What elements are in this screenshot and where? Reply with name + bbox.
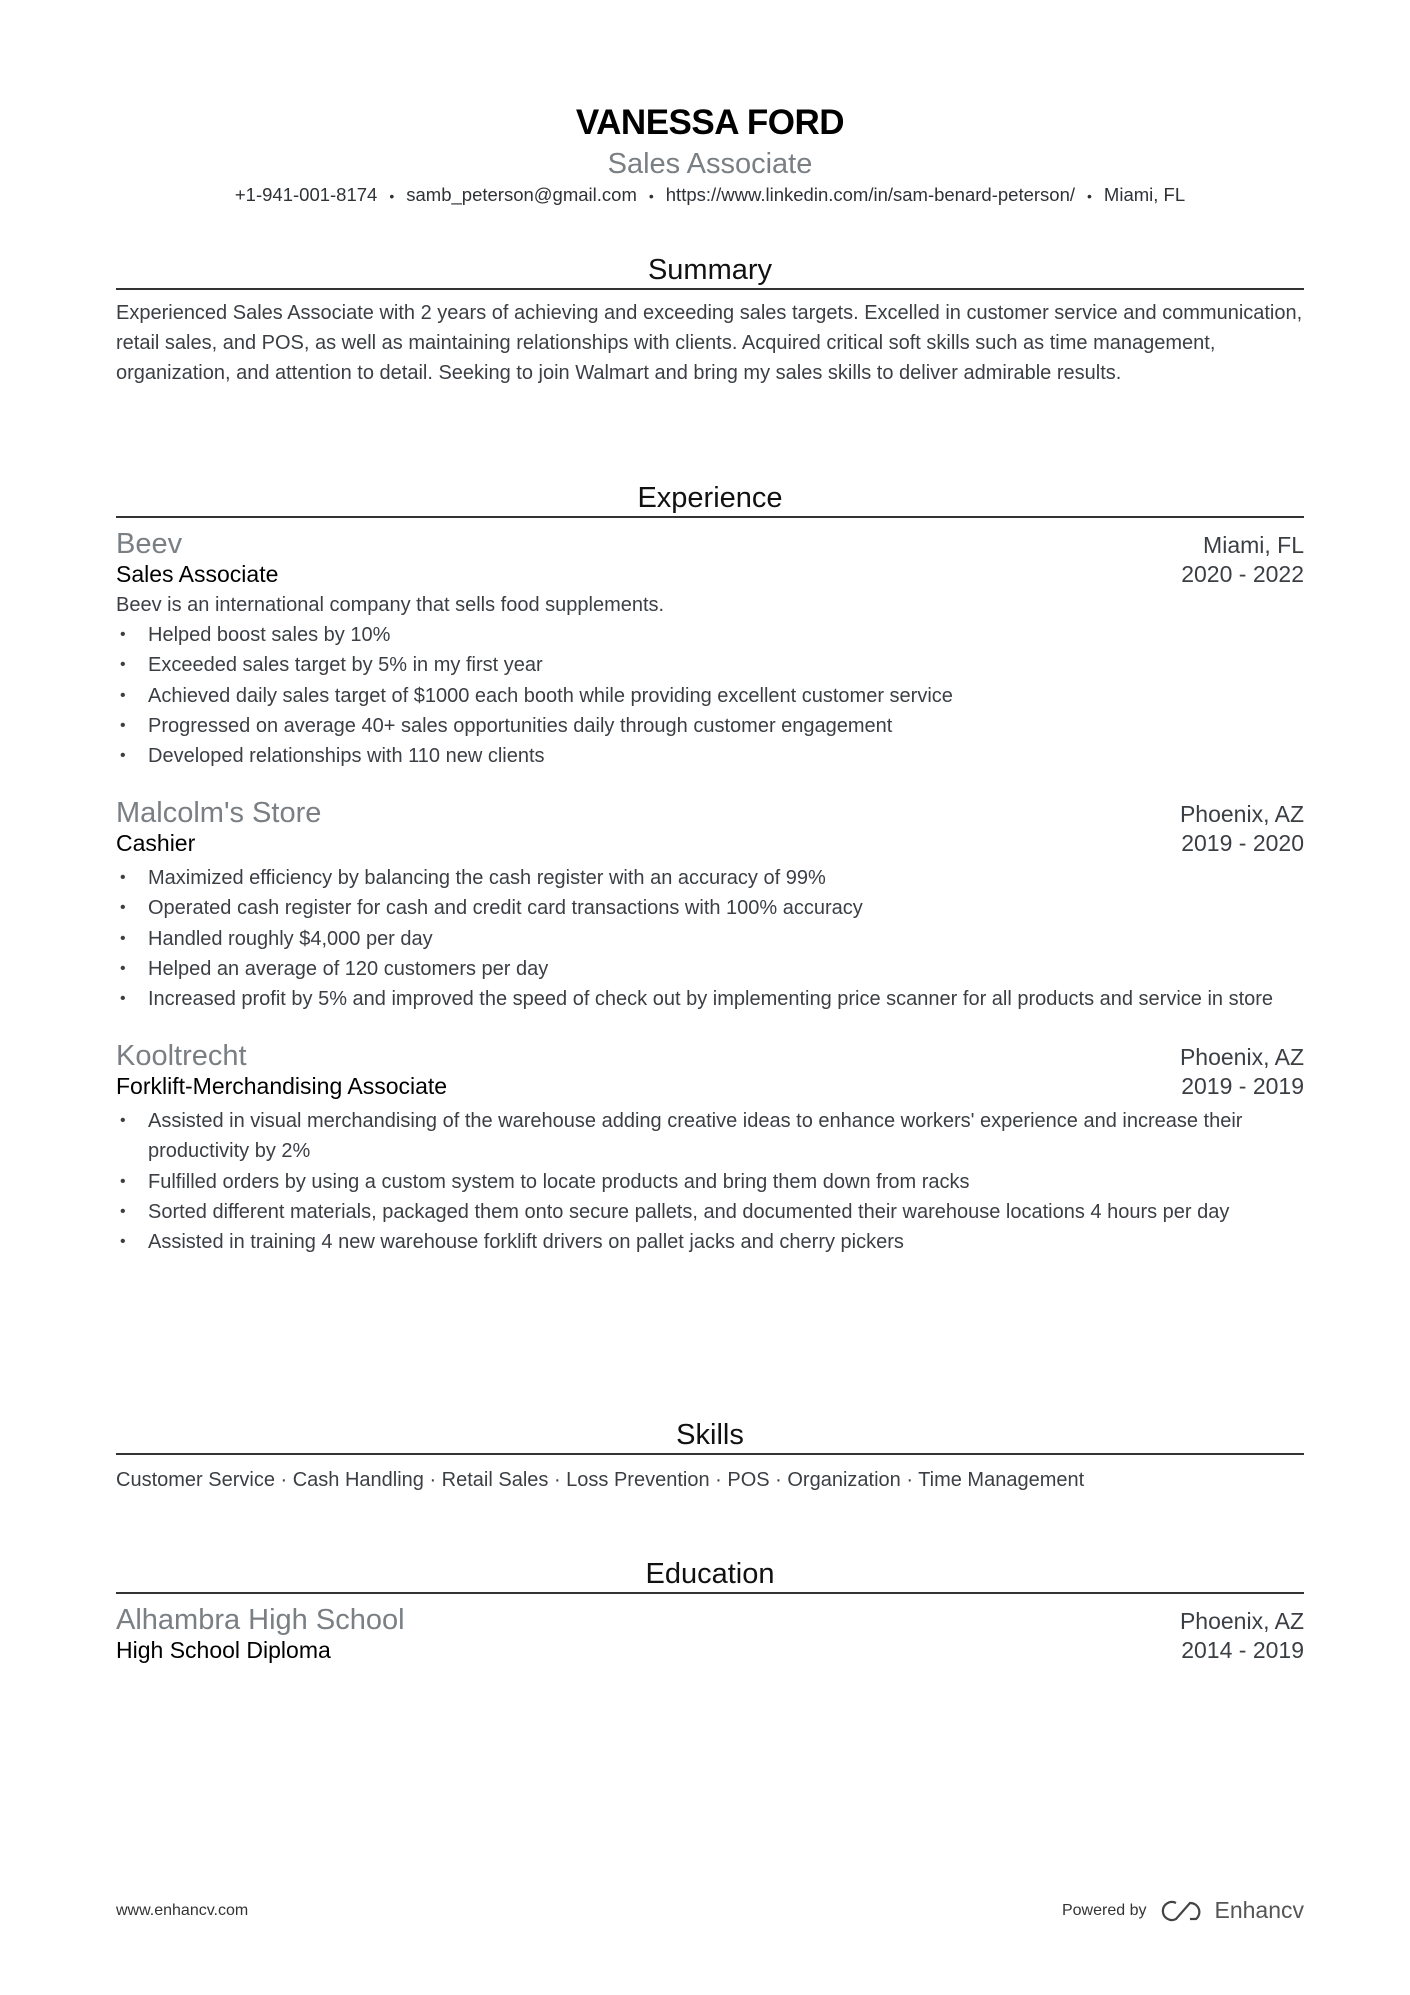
job-entry: [116, 528, 1304, 771]
bullet: • Fulfilled orders by using a custom system to locate products and bring them down from racks: [116, 1167, 1304, 1197]
enhancv-logo[interactable]: [1160, 1897, 1304, 1924]
bullet: • Developed relationships with 110 new clients: [116, 741, 1304, 771]
phone[interactable]: +1-941-001-8174: [234, 184, 378, 205]
bullet: • Helped an average of 120 customers per day: [116, 954, 1304, 984]
enhancv-logo-icon: [1160, 1898, 1206, 1924]
footer: [116, 1897, 1304, 1924]
job-dates: 2019 - 2019: [1181, 1073, 1304, 1100]
summary-section: [116, 252, 1304, 389]
company-name: Malcolm's Store: [116, 797, 322, 830]
bullet: • Sorted different materials, packaged them onto secure pallets, and documented their warehouse locations 4 hours per day: [116, 1197, 1304, 1227]
skills-list: Customer Service · Cash Handling · Retail Sales · Loss Prevention · POS · Organization · Time Management: [116, 1469, 1085, 1491]
bullet-list: [116, 863, 1304, 1014]
company-name: Beev: [116, 528, 183, 560]
job-location: Miami, FL: [1203, 532, 1304, 558]
bullet: • Maximized efficiency by balancing the cash register with an accuracy of 99%: [116, 863, 1304, 893]
bullet: • Exceeded sales target by 5% in my first year: [116, 650, 1304, 680]
education-section: [116, 1556, 1304, 1664]
candidate-name: VANESSA FORD: [575, 103, 845, 142]
bullet: • Progressed on average 40+ sales opportunities daily through customer engagement: [116, 711, 1304, 741]
linkedin-link[interactable]: https://www.linkedin.com/in/sam-benard-peterson/: [665, 184, 1076, 205]
job-dates: 2020 - 2022: [1181, 561, 1304, 587]
skills-section: [116, 1417, 1304, 1492]
education-dates: 2014 - 2019: [1181, 1637, 1304, 1663]
contact-line: [116, 184, 1304, 206]
summary-text: Experienced Sales Associate with 2 years of achieving and exceeding sales targets. Excelled in customer service and communication, retail sales, and POS, as well as maintaining relationships with clients. Acquired critical soft skills such as time management, organization, and attention to detail. Seeking to join Walmart and bring my sales skills to deliver admirable results.: [116, 302, 1303, 385]
degree: High School Diploma: [116, 1637, 331, 1663]
bullet: • Achieved daily sales target of $1000 each booth while providing excellent customer service: [116, 681, 1304, 711]
separator: •: [1087, 188, 1092, 204]
powered-by-label: Powered by: [1061, 1901, 1147, 1919]
powered-by: [1062, 1897, 1304, 1924]
section-heading: Experience: [116, 480, 1304, 518]
bullet: • Assisted in training 4 new warehouse forklift drivers on pallet jacks and cherry pickers: [116, 1227, 1304, 1257]
job-role: Forklift-Merchandising Associate: [116, 1073, 448, 1100]
bullet-list: [116, 620, 1304, 771]
website-link[interactable]: www.enhancv.com: [116, 1901, 249, 1919]
separator: •: [648, 188, 654, 204]
job-role: Sales Associate: [116, 561, 279, 587]
education-entry: [116, 1604, 1304, 1664]
job-entry: [116, 1040, 1304, 1257]
job-location: Phoenix, AZ: [1179, 801, 1304, 828]
location: Miami, FL: [1103, 184, 1186, 205]
job-location: Phoenix, AZ: [1179, 1044, 1304, 1071]
candidate-title: Sales Associate: [607, 148, 813, 180]
experience-section: [116, 480, 1304, 1257]
bullet-list: [116, 1106, 1304, 1257]
email[interactable]: samb_peterson@gmail.com: [406, 184, 637, 205]
bullet: • Helped boost sales by 10%: [116, 620, 1304, 650]
brand-name: Enhancv: [1214, 1897, 1304, 1923]
bullet: • Assisted in visual merchandising of the warehouse adding creative ideas to enhance workers' experience and increase their productivity by 2%: [116, 1106, 1304, 1166]
school-name: Alhambra High School: [116, 1604, 405, 1636]
job-dates: 2019 - 2020: [1181, 830, 1304, 857]
section-heading: Education: [116, 1556, 1304, 1594]
bullet: • Operated cash register for cash and credit card transactions with 100% accuracy: [116, 893, 1304, 923]
company-description: Beev is an international company that sells food supplements.: [116, 594, 665, 616]
job-entry: [116, 797, 1304, 1014]
school-location: Phoenix, AZ: [1179, 1608, 1304, 1634]
job-role: Cashier: [116, 830, 196, 857]
separator: •: [389, 188, 395, 204]
section-heading: Skills: [116, 1417, 1304, 1455]
company-name: Kooltrecht: [116, 1040, 247, 1073]
bullet: • Handled roughly $4,000 per day: [116, 924, 1304, 954]
bullet: • Increased profit by 5% and improved the speed of check out by implementing price scanner for all products and service in store: [116, 984, 1304, 1014]
section-heading: Summary: [116, 252, 1304, 290]
